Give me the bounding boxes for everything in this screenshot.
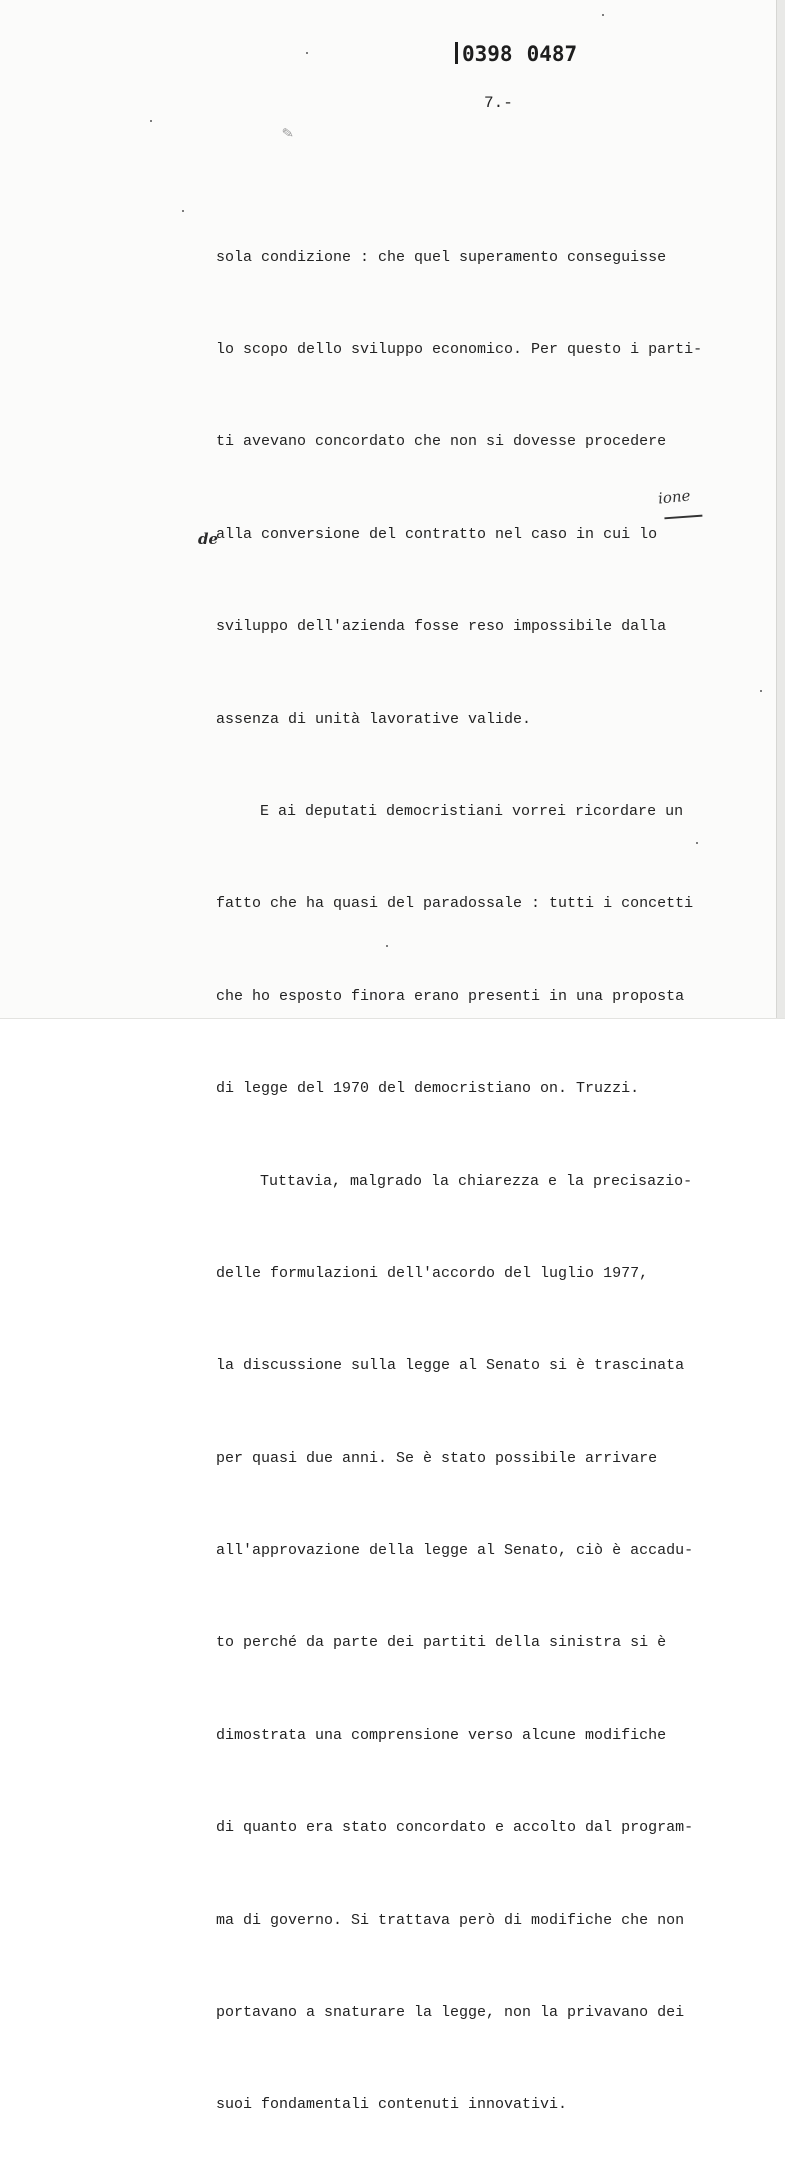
text-line: alla conversione del contratto nel caso in cui lo bbox=[216, 525, 658, 543]
text-line: Tuttavia, malgrado la chiarezza e la precisazio- bbox=[260, 1172, 693, 1190]
margin-handwritten-mark: de bbox=[198, 530, 219, 548]
text-line: delle formulazioni dell'accordo del luglio 1977, bbox=[216, 1264, 649, 1282]
text-line: di legge del 1970 del democristiano on. Truzzi. bbox=[216, 1080, 640, 1098]
speck bbox=[760, 690, 762, 692]
text-line: ti avevano concordato che non si dovesse procedere bbox=[216, 433, 667, 451]
text-line: fatto che ha quasi del paradossale : tutti i concetti bbox=[216, 895, 694, 913]
speck bbox=[696, 842, 698, 844]
text-line: sola condizione : che quel superamento conseguisse bbox=[216, 248, 667, 266]
speck bbox=[602, 14, 604, 16]
text-line: che ho esposto finora erano presenti in una proposta bbox=[216, 987, 685, 1005]
text-line: ma di governo. Si trattava però di modifiche che non bbox=[216, 1911, 685, 1929]
speck bbox=[182, 210, 184, 212]
strikethrough-mark bbox=[664, 503, 703, 520]
text-line: lo scopo dello sviluppo economico. Per questo i parti- bbox=[216, 340, 703, 358]
speck bbox=[150, 120, 152, 122]
stamp-right-number: 0487 bbox=[526, 42, 578, 66]
pencil-scribble-mark: ✎ bbox=[280, 125, 295, 143]
text-line: per quasi due anni. Se è stato possibile arrivare bbox=[216, 1449, 658, 1467]
archive-stamp-number bbox=[455, 42, 577, 66]
text-line: sviluppo dell'azienda fosse reso impossibile dalla bbox=[216, 618, 667, 636]
speck bbox=[386, 945, 388, 947]
typed-text-body bbox=[216, 181, 716, 2160]
stamp-bar bbox=[455, 42, 458, 64]
text-line: portavano a snaturare la legge, non la privavano dei bbox=[216, 2004, 685, 2022]
page-number: 7.- bbox=[484, 94, 513, 112]
text-line: la discussione sulla legge al Senato si è trascinata bbox=[216, 1357, 685, 1375]
text-line: assenza di unità lavorative valide. bbox=[216, 710, 532, 728]
page-edge-strip bbox=[776, 0, 785, 1020]
text-line: suoi fondamentali contenuti innovativi. bbox=[216, 2096, 568, 2114]
text-line: all'approvazione della legge al Senato, ciò è accadu- bbox=[216, 1542, 694, 1560]
handwritten-correction: ione bbox=[657, 486, 692, 508]
text-line: to perché da parte dei partiti della sinistra si è bbox=[216, 1634, 667, 1652]
text-line: dimostrata una comprensione verso alcune modifiche bbox=[216, 1726, 667, 1744]
text-line: di quanto era stato concordato e accolto dal program- bbox=[216, 1819, 694, 1837]
text-line: E ai deputati democristiani vorrei ricordare un bbox=[260, 802, 684, 820]
speck bbox=[306, 52, 308, 54]
stamp-left-number: 0398 bbox=[462, 42, 513, 66]
